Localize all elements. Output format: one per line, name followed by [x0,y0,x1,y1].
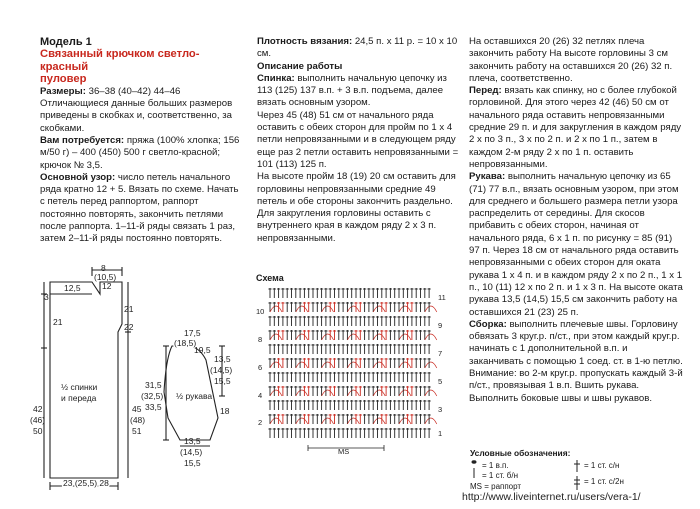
chain-arc [322,306,334,312]
sizes-value: 36–38 (40–42) 44–46 [88,85,181,97]
chain-arc [347,362,359,368]
chain-arc [399,306,411,312]
source-url[interactable]: http://www.liveinternet.ru/users/vera-1/ [462,491,641,503]
density-value: 24,5 п. х 11 р. = 10 х 10 см. [257,36,458,60]
sleeve-left-3: 33,5 [145,402,162,412]
sleeve-bottom-1: 13,5 [184,436,201,446]
armhole-left: 21 [53,317,63,327]
column-intro [40,36,245,246]
work-heading: Описание работы [257,60,343,72]
materials-label: Вам потребуется: [40,134,125,146]
chain-arc [322,362,334,368]
sleeve-bottom-2: (14,5) [180,447,203,457]
materials-value: пряжа (100% хлопка; 156 м/50 г) – 400 (450) 500 г светло-красной; крючок № 3,5. [40,134,240,171]
assembly-paragraph [469,319,683,405]
body-pattern-diagram [30,262,155,494]
body-label-1: ½ спинки [61,382,98,392]
sleeve-label: Рукава: [469,171,506,183]
legend-rapport: MS = раппорт [470,482,522,491]
chain-arc [425,418,437,424]
title-line-2: пуловер [40,73,87,86]
sizes-label: Размеры: [40,85,86,97]
chain-stitch-icon [472,461,476,463]
right-height-3: 51 [132,426,142,436]
rapport-label: MS [338,447,350,456]
bottom-width: 23 (25,5) 28 [63,478,109,488]
sleeve-value: выполнить начальную цепочку из 65 (71) 77 в.п., вязать основным узором, при этом для среднего и большего размера петли узора распределить от середины. Для скосов прибавить с обеих сторон, начиная от начального ряда, 6 х 1 п. по рисунку = 85 (91) 97 п. Через 18 см от начального ряда оставить непровязанными с обеих сторон для оката рукава 1 х 4 п. и в каждом ряду 2 х по 2 п., 1 х 1 п., 10 (11) 12 х по 2 п. и 1 х 3 п. На высоте оката рукава 13,5 (14,5) 15,5 см закончить работу на оставшихся 21 (23) 25 п. [469,171,683,318]
density-paragraph [257,36,459,61]
chain-arc [270,390,282,396]
chain-arc [347,334,359,340]
chain-arc [347,306,359,312]
scheme-title: Схема [256,273,284,283]
sleeve-top-1: 17,5 [184,328,201,338]
legend-title: Условные обозначения: [470,448,571,458]
chain-arc [373,390,385,396]
front-value: вязать как спинку, но с более глубокой горловиной. Для этого через 42 (46) 50 см от начального ряда оставить непровязанными средние 29 п. и для закругления в каждом ряду 2 х по 3 п., 3 х по 2 п. и 2 х по 1 п., затем в каждом 2-м ряду 2 х по 1 п. оставить непровязанными. [469,85,682,170]
density-label: Плотность вязания: [257,36,353,47]
chain-arc [347,418,359,424]
legend-single: = 1 ст. б/н [482,471,519,480]
chain-arc [373,362,385,368]
armhole-paragraph: Через 45 (48) 51 см от начального ряда оставить с обеих сторон для пройм по 1 х 4 петли непровязанными и в следующем ряду еще раз 2 петли оставить непровязанными = 101 (113) 125 п. [257,109,459,170]
chain-arc [270,306,282,312]
sleeve-side: 18 [220,406,230,416]
chain-arc [296,390,308,396]
sleeve-bottom-3: 15,5 [184,458,201,468]
sleeve-cap-1: 13,5 [214,354,231,364]
sleeve-left-2: (32,5) [141,391,164,401]
sleeve-cap-3: 15,5 [214,376,231,386]
chain-arc [322,334,334,340]
chain-arc [399,362,411,368]
left-height-1: 42 [33,404,43,414]
row-label-11: 11 [438,293,446,302]
chain-arc [296,362,308,368]
chain-arc [296,418,308,424]
row-label-3: 3 [438,405,443,414]
assembly-label: Сборка: [469,318,507,330]
chain-arc [296,306,308,312]
sleeve-paragraph [469,171,683,319]
chain-arc [322,418,334,424]
row-label-7: 7 [438,349,443,358]
chain-arc [425,306,437,312]
sleeve-left-1: 31,5 [145,380,162,390]
back-label: Спинка: [257,72,295,84]
chain-arc [373,334,385,340]
title-line-1: Связанный крючком светло-красный [40,48,200,73]
chain-arc [373,418,385,424]
row-label-8: 8 [258,335,263,344]
armhole-right-1: 21 [124,304,134,314]
chain-arc [270,334,282,340]
neck-paragraph: На высоте пройм 18 (19) 20 см оставить для горловины непровязанными средние 49 петель и обе стороны закончить раздельно. Для закругления горловины оставить с внутреннего края в каждом ряду 2 х 3 п. непровязанными. [257,171,456,244]
top-width-last: 12 [102,281,112,291]
legend-chain: = 1 в.п. [482,461,509,470]
left-height-2: (46) [30,415,46,425]
model-heading: Модель 1 [40,36,92,48]
sizes-note: Отличающиеся данные больших размеров приведены в скобках и, соответственно, за скобками. [40,98,233,134]
chain-arc [399,390,411,396]
shoulder-width: 12,5 [64,283,81,293]
materials-paragraph [40,135,245,172]
row-label-4: 4 [258,391,263,400]
chain-arc [270,418,282,424]
sleeve-cap-2: (14,5) [210,365,233,375]
top-width: 8 [101,263,106,273]
chain-arc [399,334,411,340]
row-label-9: 9 [438,321,443,330]
sleeve-top-3: 19,5 [194,345,211,355]
chain-arc [296,334,308,340]
chain-arc [425,390,437,396]
chain-arc [270,362,282,368]
row-label-1: 1 [438,429,443,438]
crochet-chart [256,284,451,456]
chain-arc [322,390,334,396]
chain-arc [347,390,359,396]
back-paragraph [257,73,459,110]
chain-arc [425,362,437,368]
pattern-label: Основной узор: [40,171,116,183]
back-value: выполнить начальную цепочку из 113 (125) 137 в.п. + 3 в.п. подъема, далее вязать основным узором. [257,72,447,109]
top-width-alt: (10,5) [94,272,117,282]
chain-arc [425,334,437,340]
shoulder-paragraph: На оставшихся 20 (26) 32 петлях плеча закончить работу На высоте горловины 3 см закончить работу на оставшихся 20 (26) 32 п. плеча, соответственно. [469,36,673,84]
armhole-right-2: 22 [124,322,134,332]
front-paragraph [469,85,683,171]
sleeve-label: ½ рукава [176,391,213,401]
right-height-1: 45 [132,404,142,414]
legend-double: = 1 ст. с/н [584,461,620,470]
column-work [257,36,459,245]
neck-depth: 3 [44,292,49,302]
pattern-paragraph [40,172,245,246]
right-height-2: (48) [130,415,146,425]
chain-arc [399,418,411,424]
pattern-value: число петель начального ряда кратно 12 + 5. Вязать по схеме. Начать с петель перед раппортом, раппорт постоянно повторять, закончить петлями после раппорта. 1–11-й ряды связать 1 раз, затем 2–11-й ряды постоянно повторять. [40,171,239,245]
left-height-3: 50 [33,426,43,436]
row-label-6: 6 [258,363,263,372]
front-label: Перед: [469,85,502,97]
column-finishing [469,36,683,405]
legend-treble: = 1 ст. с/2н [584,477,624,486]
sleeve-pattern-diagram [140,322,263,472]
assembly-value: выполнить плечевые швы. Горловину обвязать 3 круг.р. п/ст., при этом каждый круг.р. начинать с 1 дополнительной в.п. и заканчивать с помощью 1 соед. ст. в 1-ю петлю. Внимание: во 2-м круг.р. пропускать каждый 3-й п/ст., провязывая 1 в.п. Вшить рукава. Выполнить боковые швы и швы рукавов. [469,318,683,404]
row-label-2: 2 [258,418,263,427]
body-label-2: и переда [61,393,97,403]
sizes-paragraph [40,86,245,98]
stitch-symbols [268,288,436,438]
sleeve-top-2: (18,5) [174,338,197,348]
body-outline [50,282,122,478]
row-label-10: 10 [256,307,265,316]
row-label-5: 5 [438,377,443,386]
chain-arc [373,306,385,312]
